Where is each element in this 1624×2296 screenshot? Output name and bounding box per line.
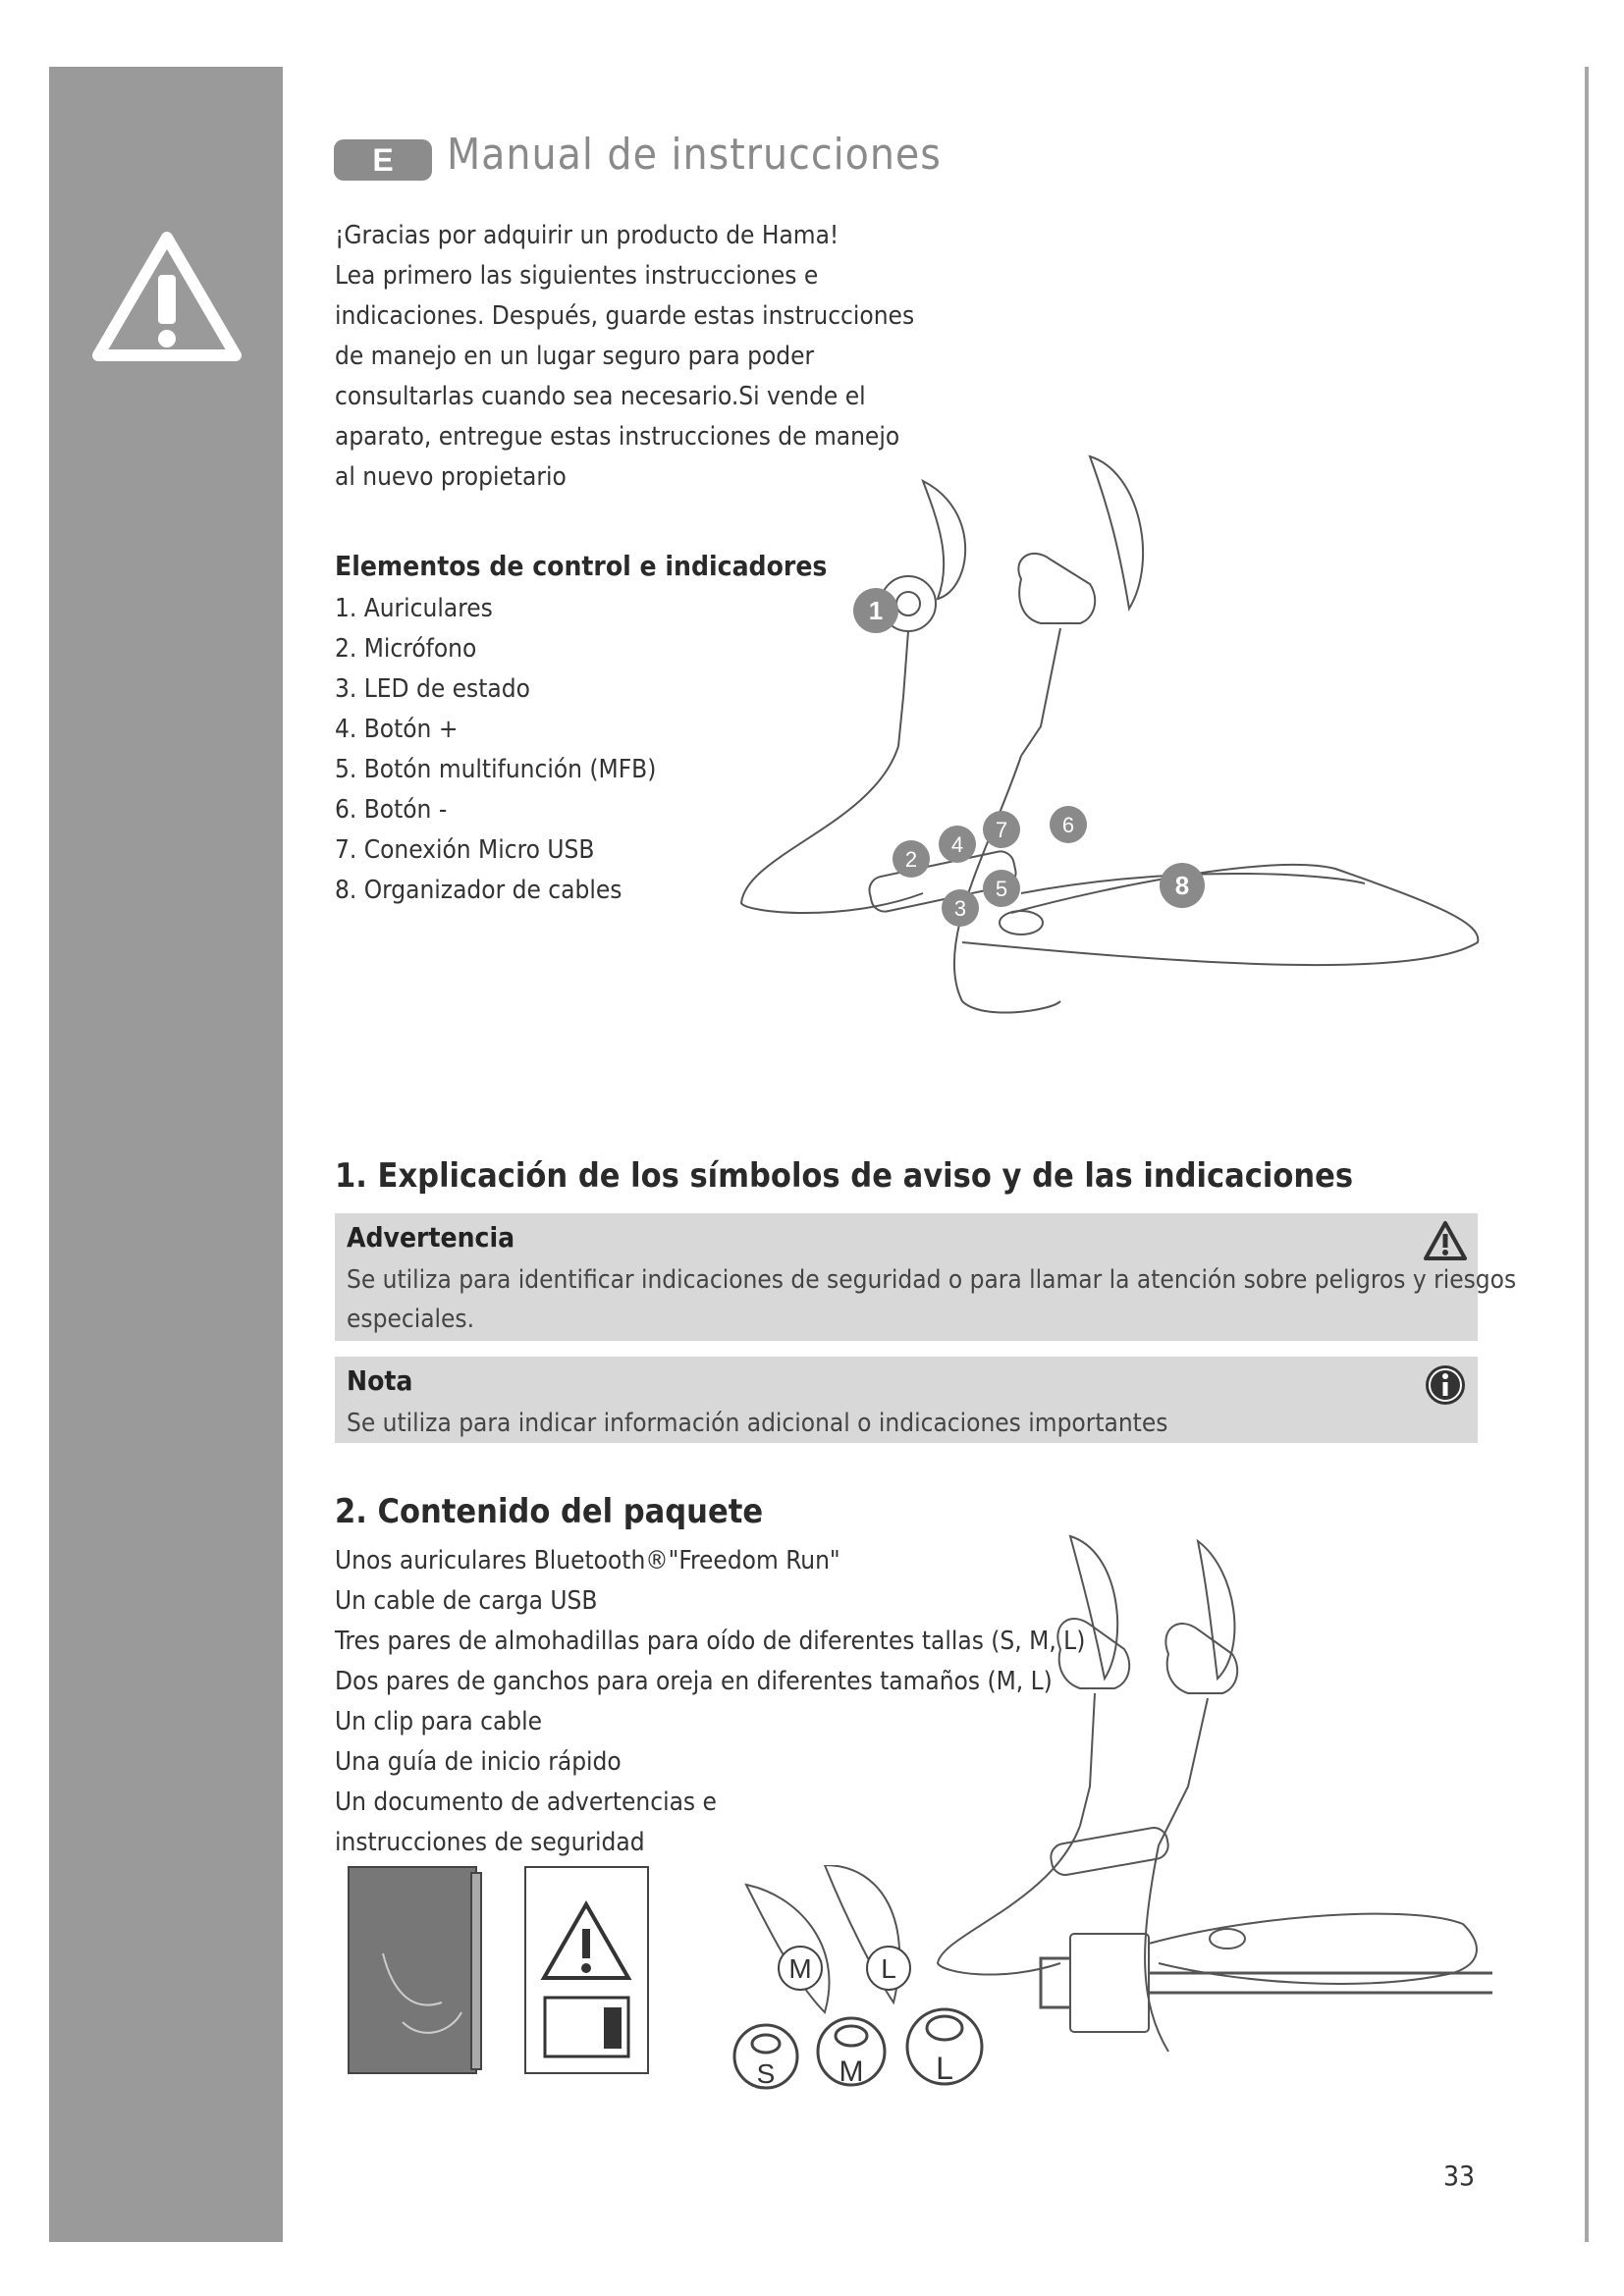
intro-line: de manejo en un lugar seguro para poder xyxy=(335,342,815,371)
note-title: Nota xyxy=(347,1364,413,1397)
list-item: 3. LED de estado xyxy=(335,674,530,704)
warning-line: Se utiliza para identificar indicaciones de seguridad o para llamar la atención sobre peligros y riesgos xyxy=(347,1265,1517,1295)
callout-3-label: 3 xyxy=(953,896,967,921)
hook-size-m-label: M xyxy=(788,1953,812,1984)
language-badge: E xyxy=(334,139,432,181)
intro-line: consultarlas cuando sea necesario.Si vende el xyxy=(335,382,866,411)
callout-1-label: 1 xyxy=(868,596,884,625)
callout-8 xyxy=(1159,862,1206,909)
hook-size-l-label: L xyxy=(881,1953,896,1984)
list-item: Un cable de carga USB xyxy=(335,1586,598,1616)
callout-3 xyxy=(941,888,980,928)
list-item: Una guía de inicio rápido xyxy=(335,1747,622,1777)
list-item: instrucciones de seguridad xyxy=(335,1828,645,1857)
page-number: 33 xyxy=(1443,2160,1476,2192)
tip-size-l-label: L xyxy=(936,2051,953,2086)
earphones-diagram xyxy=(727,452,1492,1041)
callout-2-label: 2 xyxy=(904,847,918,872)
warning-box xyxy=(335,1213,1517,1341)
list-item: 7. Conexión Micro USB xyxy=(335,835,595,865)
note-box xyxy=(335,1357,1478,1443)
list-item: 2. Micrófono xyxy=(335,634,477,664)
list-item: Tres pares de almohadillas para oído de diferentes tallas (S, M, L) xyxy=(335,1627,1086,1656)
warning-title: Advertencia xyxy=(347,1221,515,1254)
callout-4-label: 4 xyxy=(950,832,964,857)
list-item: 5. Botón multifunción (MFB) xyxy=(335,755,657,784)
list-item: Un documento de advertencias e xyxy=(335,1788,717,1817)
callout-1 xyxy=(852,587,899,634)
callout-6 xyxy=(1049,805,1088,844)
note-text xyxy=(347,1404,1167,1443)
tip-size-s-label: S xyxy=(756,2058,776,2089)
list-item: 6. Botón - xyxy=(335,795,448,825)
section-2-heading: 2. Contenido del paquete xyxy=(335,1492,764,1531)
list-item: 1. Auriculares xyxy=(335,594,493,623)
side-bar xyxy=(49,67,283,2242)
list-item: Dos pares de ganchos para oreja en diferentes tamaños (M, L) xyxy=(335,1667,1053,1696)
page-title: Manual de instrucciones xyxy=(447,130,942,180)
note-line: Se utiliza para indicar información adicional o indicaciones importantes xyxy=(347,1409,1168,1438)
intro-line: indicaciones. Después, guarde estas instrucciones xyxy=(335,301,915,331)
right-rule xyxy=(1585,67,1589,2242)
list-item: Un clip para cable xyxy=(335,1707,543,1736)
warning-text xyxy=(347,1260,1516,1339)
intro-line: ¡Gracias por adquirir un producto de Hama! xyxy=(335,221,839,250)
list-item: 8. Organizador de cables xyxy=(335,876,623,905)
hook-size-m xyxy=(776,1944,825,1993)
tip-size-s xyxy=(731,2022,800,2091)
list-item: Unos auriculares Bluetooth®"Freedom Run" xyxy=(335,1546,840,1575)
list-item: 4. Botón + xyxy=(335,715,459,744)
callout-8-label: 8 xyxy=(1174,871,1190,900)
warning-triangle-icon xyxy=(88,226,245,368)
callout-5-label: 5 xyxy=(995,877,1008,901)
callout-6-label: 6 xyxy=(1061,813,1075,837)
callout-7 xyxy=(982,810,1021,849)
elements-list xyxy=(335,589,656,911)
intro-line: Lea primero las siguientes instrucciones e xyxy=(335,261,819,291)
callout-4 xyxy=(938,825,977,864)
callout-5 xyxy=(982,869,1021,908)
info-icon xyxy=(1423,1362,1468,1408)
tip-size-l xyxy=(903,2002,986,2091)
warning-line: especiales. xyxy=(347,1305,475,1334)
warning-icon xyxy=(1423,1219,1468,1264)
callout-2 xyxy=(892,839,931,879)
intro-line: al nuevo propietario xyxy=(335,462,567,492)
callout-7-label: 7 xyxy=(995,818,1008,842)
section-1-heading: 1. Explicación de los símbolos de aviso y de las indicaciones xyxy=(335,1156,1354,1196)
tip-size-m xyxy=(815,2012,889,2091)
intro-line: aparato, entregue estas instrucciones de manejo xyxy=(335,422,900,452)
hook-size-l xyxy=(864,1944,913,1993)
tip-size-m-label: M xyxy=(839,2056,864,2088)
elements-heading: Elementos de control e indicadores xyxy=(335,550,828,582)
